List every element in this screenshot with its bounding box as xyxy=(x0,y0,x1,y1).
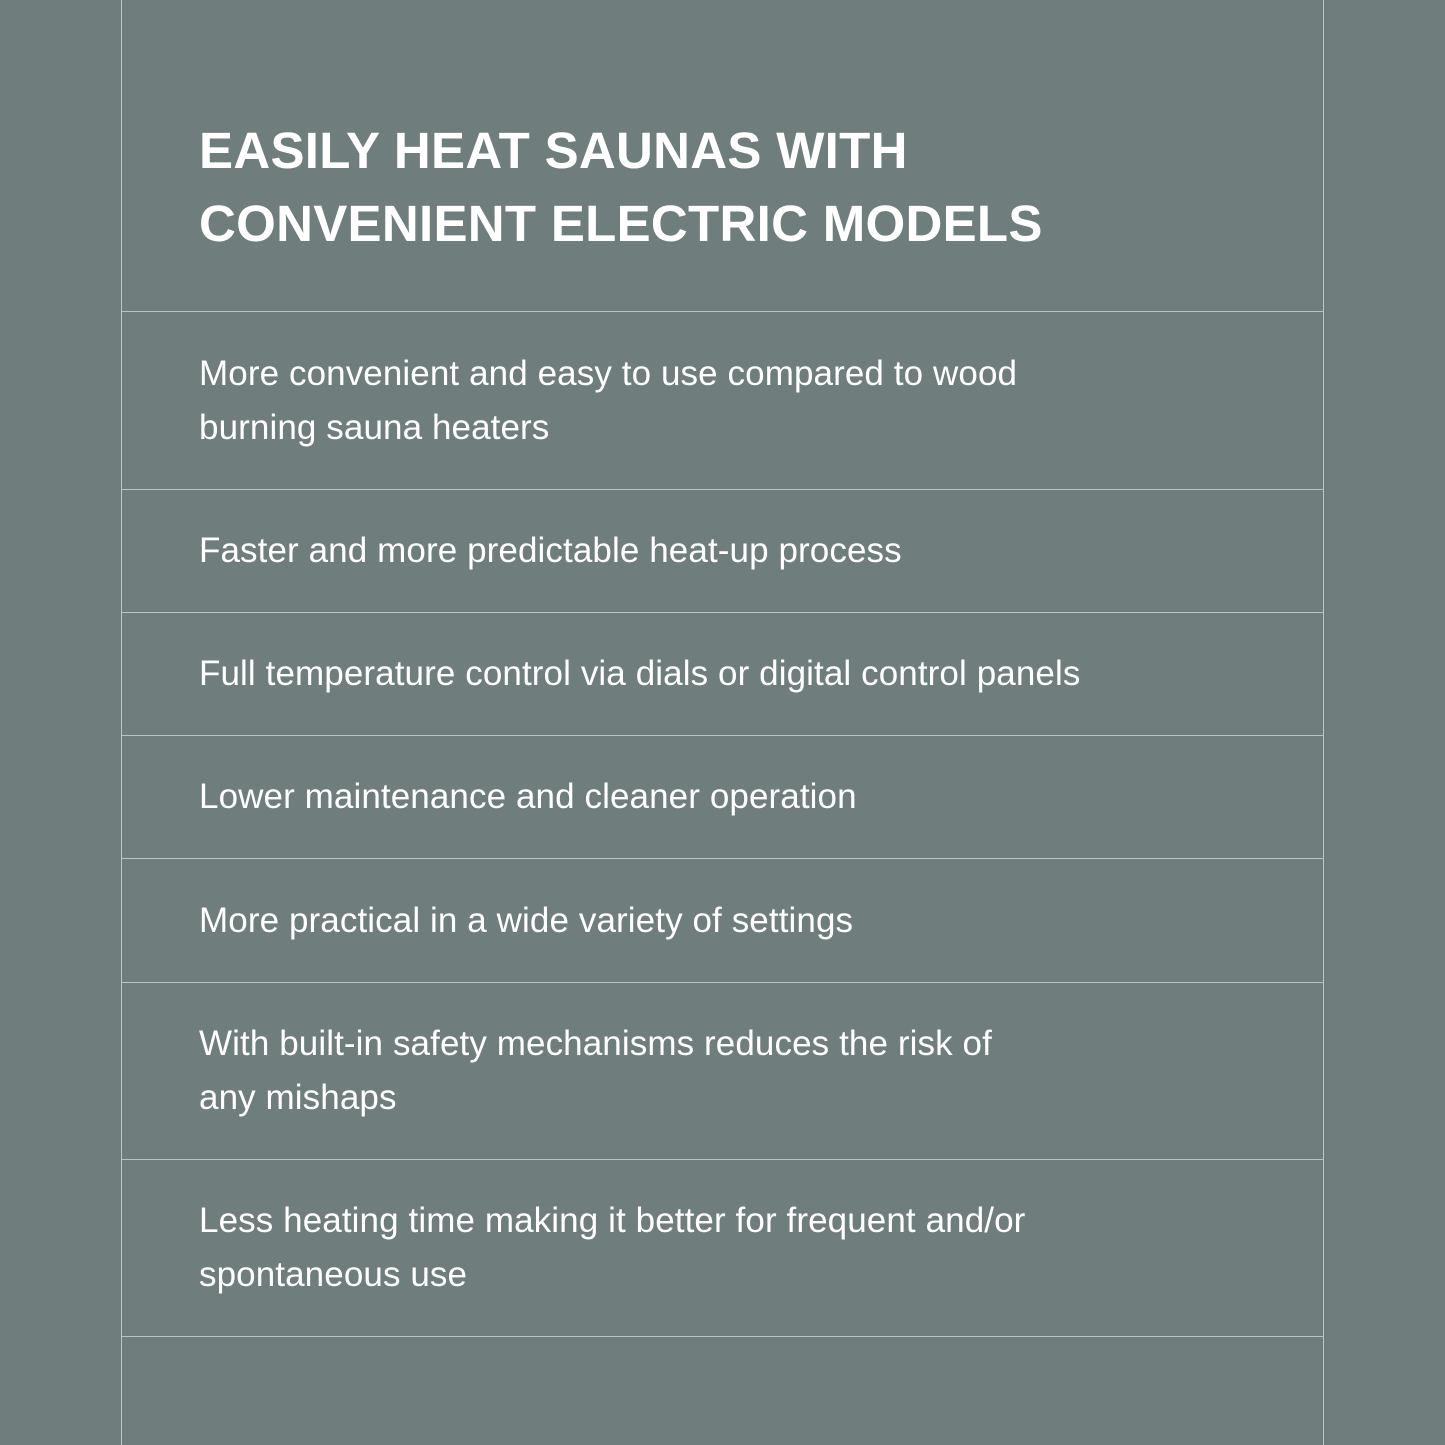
benefit-row xyxy=(122,490,1323,613)
benefit-text: Full temperature control via dials or digital control panels xyxy=(199,654,1081,693)
benefit-row xyxy=(122,859,1323,983)
benefit-text: More convenient and easy to use compared to wood burning sauna heaters xyxy=(199,353,1018,447)
content-frame xyxy=(121,0,1324,1445)
benefit-row xyxy=(122,312,1323,490)
header-section xyxy=(122,0,1323,312)
benefit-row xyxy=(122,613,1323,736)
page-title: EASILY HEAT SAUNAS WITH CONVENIENT ELECTRIC MODELS xyxy=(199,122,1043,252)
benefit-row xyxy=(122,983,1323,1160)
benefit-text: More practical in a wide variety of settings xyxy=(199,900,854,940)
benefit-text: Lower maintenance and cleaner operation xyxy=(199,777,857,816)
benefit-row xyxy=(122,736,1323,859)
benefit-row xyxy=(122,1160,1323,1337)
benefit-text: Faster and more predictable heat-up process xyxy=(199,531,902,570)
benefit-text: Less heating time making it better for frequent and/or spontaneous use xyxy=(199,1201,1026,1294)
benefit-text: With built-in safety mechanisms reduces the risk of any mishaps xyxy=(199,1024,992,1117)
